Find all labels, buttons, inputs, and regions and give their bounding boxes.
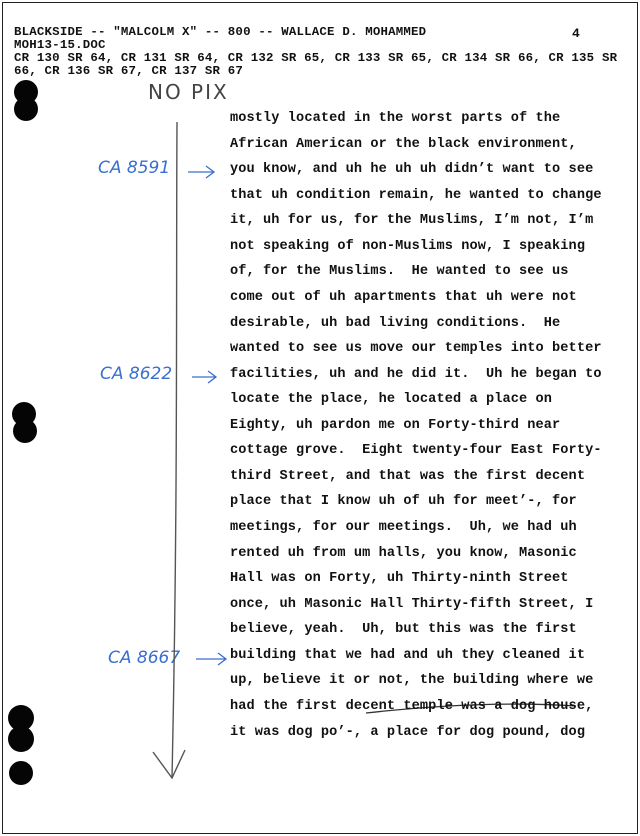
header-refs-line-2: 66, CR 136 SR 67, CR 137 SR 67 xyxy=(14,64,244,78)
page-number: 4 xyxy=(572,26,580,41)
vertical-arrow-head xyxy=(153,750,185,778)
body-line: up, believe it or not, the building where we xyxy=(230,673,594,688)
body-line: once, uh Masonic Hall Thirty-fifth Street, I xyxy=(230,597,594,612)
body-line: African American or the black environment, xyxy=(230,137,577,152)
body-line: building that we had and uh they cleaned it xyxy=(230,648,586,663)
body-line: rented uh from um halls, you know, Masonic xyxy=(230,546,577,561)
body-line: wanted to see us move our temples into better xyxy=(230,341,602,356)
body-line: Hall was on Forty, uh Thirty-ninth Street xyxy=(230,571,569,586)
body-line: place that I know uh of uh for meet’-, for xyxy=(230,494,577,509)
ca-marker-3: CA 8667 xyxy=(108,648,181,668)
body-line: it, uh for us, for the Muslims, I’m not, I’m xyxy=(230,213,594,228)
body-line: locate the place, he located a place on xyxy=(230,392,553,407)
body-line: of, for the Muslims. He wanted to see us xyxy=(230,264,569,279)
body-line: it was dog po’-, a place for dog pound, dog xyxy=(230,725,586,740)
vertical-arrow-line xyxy=(172,122,177,778)
ca-arrow-2 xyxy=(192,371,216,383)
body-line: Eighty, uh pardon me on Forty-third near xyxy=(230,418,561,433)
header-title: BLACKSIDE -- "MALCOLM X" -- 800 -- WALLACE D. MOHAMMED xyxy=(14,25,427,39)
body-line: facilities, uh and he did it. Uh he began to xyxy=(230,367,602,382)
body-line: cottage grove. Eight twenty-four East Forty- xyxy=(230,443,602,458)
body-line: desirable, uh bad living conditions. He xyxy=(230,316,561,331)
body-line: had the first decent temple was a dog house, xyxy=(230,699,594,714)
body-line: that uh condition remain, he wanted to change xyxy=(230,188,602,203)
ca-marker-2: CA 8622 xyxy=(100,364,173,384)
body-line: believe, yeah. Uh, but this was the first xyxy=(230,622,577,637)
body-line: meetings, for our meetings. Uh, we had uh xyxy=(230,520,577,535)
ca-arrow-1 xyxy=(188,166,214,178)
header-doc-name: MOH13-15.DOC xyxy=(14,38,106,52)
body-line: come out of uh apartments that uh were not xyxy=(230,290,577,305)
body-line: you know, and uh he uh uh didn’t want to see xyxy=(230,162,594,177)
body-line: mostly located in the worst parts of the xyxy=(230,111,561,126)
body-line: not speaking of non-Muslims now, I speaking xyxy=(230,239,586,254)
body-line: third Street, and that was the first decent xyxy=(230,469,586,484)
no-pix-note: NO PIX xyxy=(148,80,229,104)
ca-arrow-3 xyxy=(196,653,226,665)
ca-marker-1: CA 8591 xyxy=(98,158,171,178)
header-refs-line-1: CR 130 SR 64, CR 131 SR 64, CR 132 SR 65, CR 133 SR 65, CR 134 SR 66, CR 135 SR xyxy=(14,51,618,65)
